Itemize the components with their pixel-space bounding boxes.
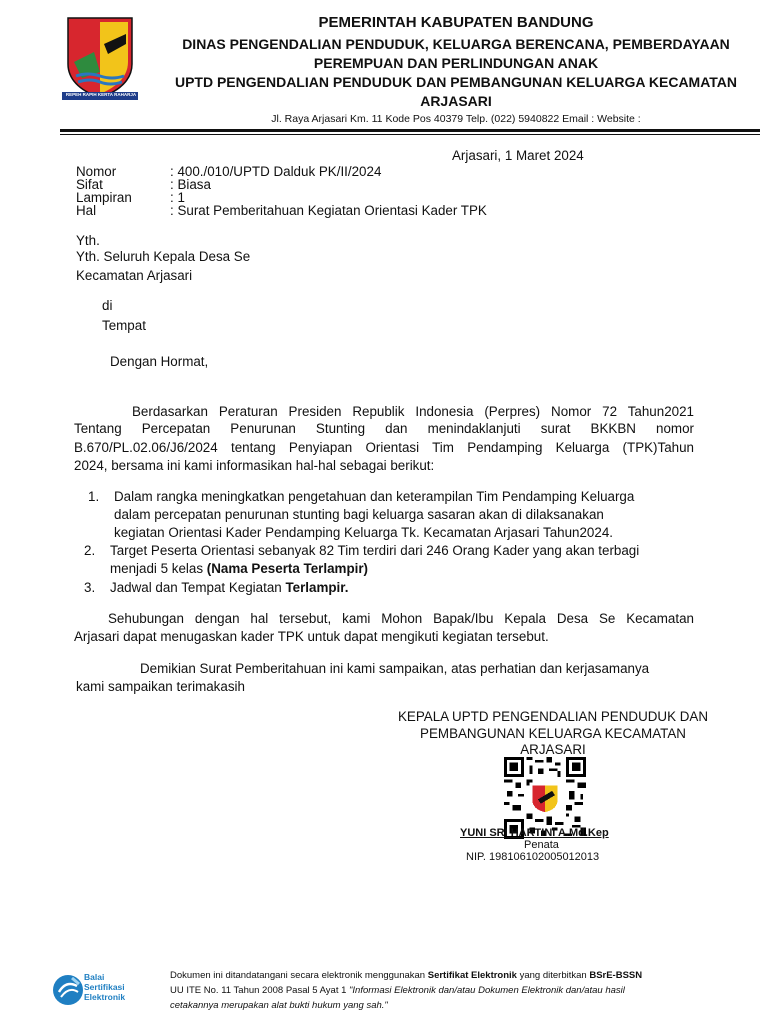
bandung-regency-crest-icon	[60, 14, 140, 104]
signature-title-line: KEPALA UPTD PENGENDALIAN PENDUDUK DAN	[397, 709, 709, 724]
footer-line	[170, 983, 625, 998]
footer-italic: "Informasi Elektronik dan/atau Dokumen Elektronik dan/atau hasil	[349, 985, 625, 996]
header-department-line2: PEREMPUAN DAN PERLINDUNGAN ANAK	[313, 55, 599, 71]
footer-line	[170, 968, 642, 983]
list-number: 2.	[84, 543, 96, 558]
meta-label: Sifat	[76, 177, 103, 192]
paragraph-line: B.670/PL.02.06/J6/2024 tentang Penyiapan Orientasi Tim Pendamping Keluarga (TPK)Tahun	[74, 440, 694, 455]
meta-value: : 400./010/UPTD Dalduk PK/II/2024	[170, 164, 382, 179]
meta-value: : 1	[170, 190, 185, 205]
bsre-wordmark	[84, 972, 125, 1002]
footer-text: Dokumen ini ditandatangani secara elektronik menggunakan	[170, 970, 428, 981]
recipient-yth: Yth.	[76, 233, 100, 248]
paragraph-line: Sehubungan dengan hal tersebut, kami Mohon Bapak/Ibu Kepala Desa Se Kecamatan	[108, 611, 694, 626]
footer-bold: BSrE-BSSN	[589, 970, 643, 981]
list-number: 1.	[88, 489, 100, 504]
list-line	[110, 580, 348, 596]
header-department-line1: DINAS PENGENDALIAN PENDUDUK, KELUARGA BERENCANA, PEMBERDAYAAN	[182, 36, 730, 52]
header-unit-line2: ARJASARI	[420, 93, 492, 109]
header-address: Jl. Raya Arjasari Km. 11 Kode Pos 40379 Telp. (022) 5940822 Email : Website :	[271, 113, 641, 125]
list-number: 3.	[84, 580, 96, 595]
signer-rank: Penata	[524, 839, 559, 851]
footer-line: cetakannya merupakan alat bukti hukum yang sah."	[170, 1000, 388, 1011]
recipient-name: Yth. Seluruh Kepala Desa Se	[76, 249, 251, 264]
place-date: Arjasari, 1 Maret 2024	[452, 148, 584, 163]
signer-nip: NIP. 198106102005012013	[466, 851, 600, 863]
signature-title-line: PEMBANGUNAN KELUARGA KECAMATAN	[420, 726, 686, 741]
meta-value: : Surat Pemberitahuan Kegiatan Orientasi Kader TPK	[170, 203, 487, 218]
list-line-text: Jadwal dan Tempat Kegiatan	[110, 580, 286, 595]
recipient-area: Kecamatan Arjasari	[76, 268, 193, 283]
paragraph-line: kami sampaikan terimakasih	[76, 679, 245, 694]
meta-label: Nomor	[76, 164, 117, 179]
list-line: dalam percepatan penurunan stunting bagi keluarga sasaran akan di dilaksanakan	[114, 507, 604, 522]
list-line: Dalam rangka meningkatkan pengetahuan dan keterampilan Tim Pendamping Keluarga	[114, 489, 635, 504]
logo-motto: REPEH RAPIH KERTA RAHARJA	[65, 92, 137, 97]
greeting: Dengan Hormat,	[110, 354, 209, 369]
bsre-line: Balai	[84, 972, 105, 982]
header-divider-thin	[60, 134, 760, 135]
header-government: PEMERINTAH KABUPATEN BANDUNG	[318, 14, 594, 31]
paragraph-line: Demikian Surat Pemberitahuan ini kami sampaikan, atas perhatian dan kerjasamanya	[140, 661, 650, 676]
recipient-di: di	[102, 298, 113, 313]
list-bold-text: (Nama Peserta Terlampir)	[206, 561, 369, 576]
bsre-line: Sertifikasi	[84, 982, 125, 992]
footer-bold: Sertifikat Elektronik	[427, 970, 517, 981]
list-line	[110, 561, 368, 577]
list-line: kegiatan Orientasi Kader Pendamping Keluarga Tk. Kecamatan Arjasari Tahun2024.	[114, 525, 613, 540]
footer-text: UU ITE No. 11 Tahun 2008 Pasal 5 Ayat 1	[170, 985, 350, 996]
signature-title-line: ARJASARI	[520, 742, 586, 757]
paragraph-line: Tentang Percepatan Penurunan Stunting dan menindaklanjuti surat BKKBN nomor	[74, 421, 694, 436]
bsre-line: Elektronik	[84, 992, 126, 1002]
meta-value: : Biasa	[170, 177, 211, 192]
list-line: Target Peserta Orientasi sebanyak 82 Tim terdiri dari 246 Orang Kader yang akan terbagi	[110, 543, 640, 558]
signer-name: YUNI SRI HARTINI A.Md.Kep	[460, 827, 609, 839]
paragraph-line: Arjasari dapat menugaskan kader TPK untuk dapat mengikuti kegiatan tersebut.	[74, 629, 549, 644]
paragraph-line: Berdasarkan Peraturan Presiden Republik Indonesia (Perpres) Nomor 72 Tahun2021	[132, 404, 694, 419]
meta-label: Hal	[76, 203, 97, 218]
recipient-place: Tempat	[102, 318, 146, 333]
list-bold-text: Terlampir.	[285, 580, 349, 595]
header-divider-thick	[60, 129, 760, 132]
meta-label: Lampiran	[76, 190, 132, 205]
list-line-text: menjadi 5 kelas	[110, 561, 207, 576]
header-unit-line1: UPTD PENGENDALIAN PENDUDUK DAN PEMBANGUNAN KELUARGA KECAMATAN	[174, 74, 738, 90]
paragraph-line: 2024, bersama ini kami informasikan hal-hal sebagai berikut:	[74, 458, 435, 473]
footer-text: yang diterbitkan	[516, 970, 590, 981]
